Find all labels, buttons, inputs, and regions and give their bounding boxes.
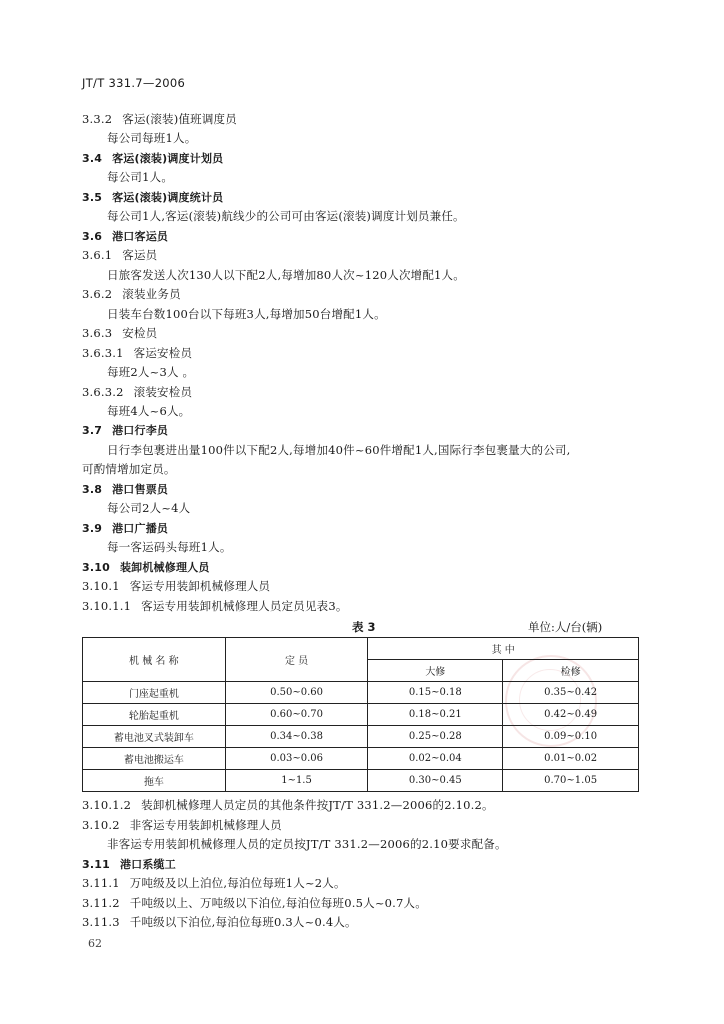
table-row xyxy=(83,770,639,792)
clause-text: 可酌情增加定员。 xyxy=(82,462,176,476)
cell-major: 0.25~0.28 xyxy=(368,726,503,748)
clause-3-6: 3.6 港口客运员 xyxy=(82,230,169,243)
cell-machine: 拖车 xyxy=(83,770,226,792)
header-inspection: 检修 xyxy=(503,660,639,682)
table-row xyxy=(83,748,639,770)
clause-3-10-1: 3.10.1 客运专用装卸机械修理人员 xyxy=(82,579,271,593)
clause-3-10-2: 3.10.2 非客运专用装卸机械修理人员 xyxy=(82,818,282,832)
clause-3-6-3: 3.6.3 安检员 xyxy=(82,326,158,340)
clause-3-11-3: 3.11.3 千吨级以下泊位,每泊位每班0.3人~0.4人。 xyxy=(82,915,357,929)
cell-major: 0.18~0.21 xyxy=(368,704,503,726)
cell-machine: 蓄电池叉式装卸车 xyxy=(83,726,226,748)
cell-quota: 0.60~0.70 xyxy=(225,704,368,726)
clause-3-6-2: 3.6.2 滚装业务员 xyxy=(82,287,181,301)
clause-3-8: 3.8 港口售票员 xyxy=(82,483,169,496)
table-row xyxy=(83,682,639,704)
cell-inspect: 0.09~0.10 xyxy=(503,726,639,748)
cell-inspect: 0.35~0.42 xyxy=(503,682,639,704)
cell-machine: 门座起重机 xyxy=(83,682,226,704)
clause-3-6-1: 3.6.1 客运员 xyxy=(82,248,158,262)
clause-3-7: 3.7 港口行李员 xyxy=(82,424,169,437)
clause-text: 每公司1人。 xyxy=(107,170,174,184)
clause-text: 日装车台数100台以下每班3人,每增加50台增配1人。 xyxy=(107,307,386,321)
header-quota: 定 员 xyxy=(225,638,368,682)
clause-3-11: 3.11 港口系缆工 xyxy=(82,858,176,871)
cell-inspect: 0.42~0.49 xyxy=(503,704,639,726)
clause-3-9: 3.9 港口广播员 xyxy=(82,522,169,535)
clause-3-6-3-2: 3.6.3.2 滚装安检员 xyxy=(82,385,193,399)
clause-3-10: 3.10 装卸机械修理人员 xyxy=(82,561,210,574)
cell-major: 0.30~0.45 xyxy=(368,770,503,792)
clause-text: 每公司每班1人。 xyxy=(107,131,197,145)
clause-text: 每班2人~3人 。 xyxy=(107,365,195,379)
cell-inspect: 0.01~0.02 xyxy=(503,748,639,770)
cell-inspect: 0.70~1.05 xyxy=(503,770,639,792)
clause-3-11-2: 3.11.2 千吨级以上、万吨级以下泊位,每泊位每班0.5人~0.7人。 xyxy=(82,896,427,910)
clause-3-6-3-1: 3.6.3.1 客运安检员 xyxy=(82,346,193,360)
clause-text: 日行李包裹进出量100件以下配2人,每增加40件~60件增配1人,国际行李包裹量大的公司, xyxy=(107,443,571,457)
clause-3-3-2: 3.3.2 客运(滚装)值班调度员 xyxy=(82,112,237,126)
clause-text: 每一客运码头每班1人。 xyxy=(107,540,232,554)
clause-text: 每班4人~6人。 xyxy=(107,404,191,418)
page-number: 62 xyxy=(88,937,102,950)
table-unit: 单位:人/台(辆) xyxy=(528,620,603,634)
header-of-which: 其 中 xyxy=(368,638,639,660)
clause-3-11-1: 3.11.1 万吨级及以上泊位,每泊位每班1人~2人。 xyxy=(82,876,346,890)
cell-quota: 0.03~0.06 xyxy=(225,748,368,770)
cell-machine: 轮胎起重机 xyxy=(83,704,226,726)
cell-major: 0.02~0.04 xyxy=(368,748,503,770)
clause-3-5: 3.5 客运(滚装)调度统计员 xyxy=(82,191,224,204)
cell-machine: 蓄电池搬运车 xyxy=(83,748,226,770)
staffing-table xyxy=(82,637,639,792)
clause-text: 日旅客发送人次130人以下配2人,每增加80人次~120人次增配1人。 xyxy=(107,268,465,282)
clause-text: 每公司2人~4人 xyxy=(107,501,191,515)
document-code-header: JT/T 331.7—2006 xyxy=(82,76,186,90)
table-row xyxy=(83,704,639,726)
cell-quota: 0.50~0.60 xyxy=(225,682,368,704)
cell-major: 0.15~0.18 xyxy=(368,682,503,704)
clause-text: 每公司1人,客运(滚装)航线少的公司可由客运(滚装)调度计划员兼任。 xyxy=(107,209,465,223)
cell-quota: 1~1.5 xyxy=(225,770,368,792)
header-machine-name: 机 械 名 称 xyxy=(83,638,226,682)
clause-text: 非客运专用装卸机械修理人员的定员按JT/T 331.2—2006的2.10要求配备。 xyxy=(107,837,507,851)
header-major-repair: 大修 xyxy=(368,660,503,682)
cell-quota: 0.34~0.38 xyxy=(225,726,368,748)
table-row xyxy=(83,726,639,748)
clause-3-10-1-2: 3.10.1.2 装卸机械修理人员定员的其他条件按JT/T 331.2—2006的2.10.2。 xyxy=(82,798,494,812)
table-caption: 表 3 xyxy=(352,620,376,634)
clause-3-10-1-1: 3.10.1.1 客运专用装卸机械修理人员定员见表3。 xyxy=(82,599,348,613)
clause-3-4: 3.4 客运(滚装)调度计划员 xyxy=(82,152,224,165)
